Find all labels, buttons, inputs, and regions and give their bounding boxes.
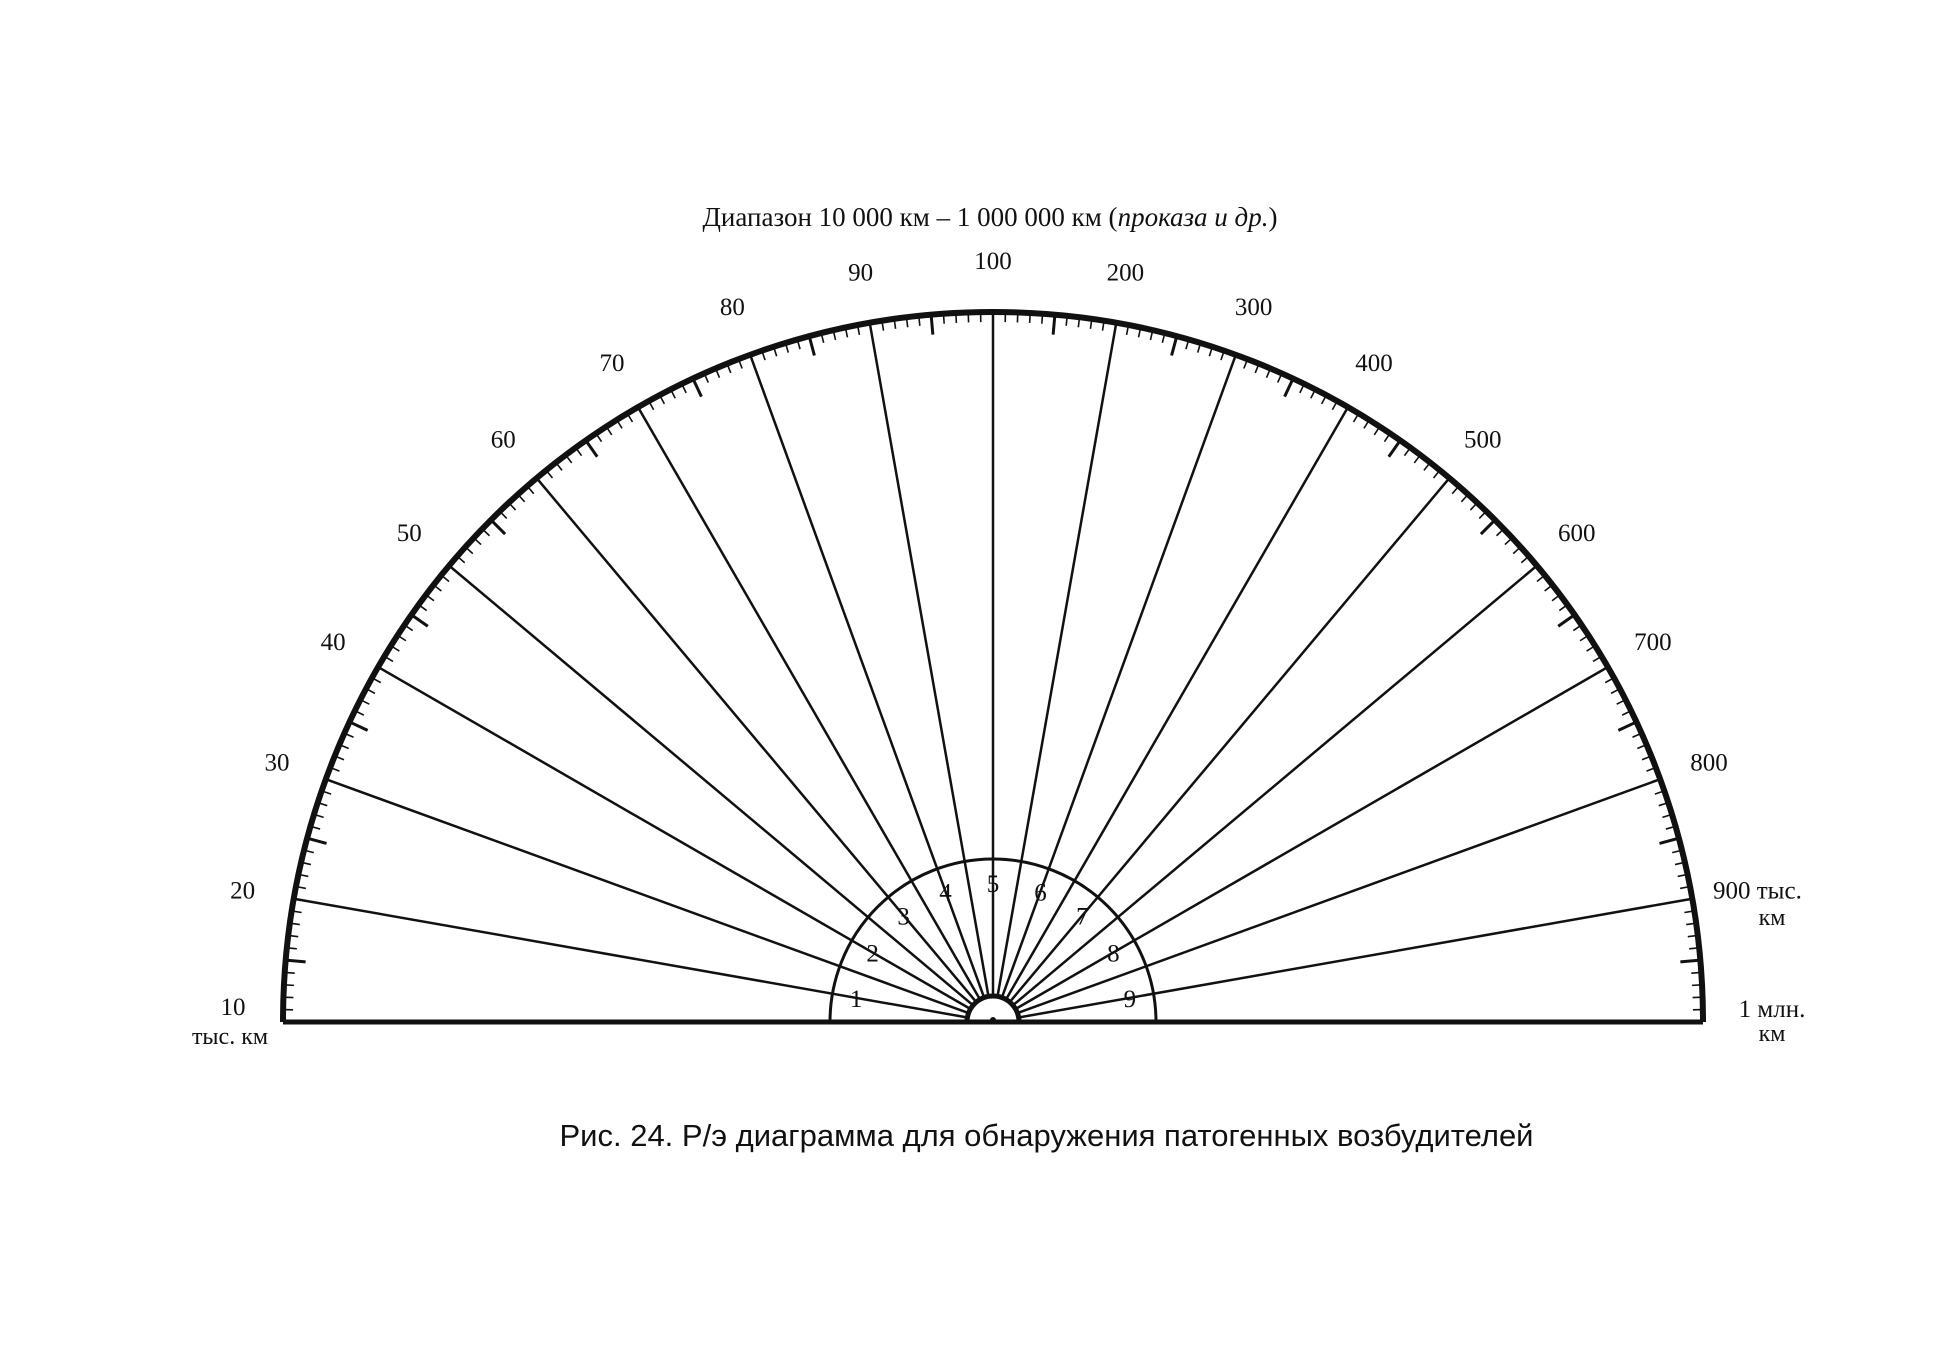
- scale-label: 400: [1355, 350, 1393, 378]
- scale-label: 100: [974, 248, 1012, 275]
- diagram-title: [703, 202, 1278, 232]
- scale-label: 40: [320, 629, 346, 656]
- center-dot: [990, 1017, 996, 1023]
- scale-label: 80: [719, 293, 745, 321]
- sector-number: 6: [1034, 879, 1047, 907]
- scale-tick: [286, 960, 306, 962]
- scale-tick: [411, 615, 427, 626]
- sector-number: 5: [986, 871, 1000, 898]
- scale-tick: [1558, 615, 1574, 626]
- sector-number: 3: [897, 903, 910, 931]
- scale-label: 1 млн.: [1738, 996, 1806, 1023]
- scale-tick: [350, 722, 368, 730]
- scale-label: 90: [848, 259, 874, 287]
- scale-tick: [931, 315, 933, 335]
- scale-label: 20: [230, 877, 256, 905]
- scale-label: 10: [220, 994, 246, 1021]
- scale-label: 700: [1634, 629, 1672, 656]
- scale-label: 30: [264, 749, 290, 777]
- sector-number: 2: [866, 940, 879, 968]
- figure-caption: Рис. 24. Р/э диаграмма для обнаружения патогенных возбудителей: [559, 1118, 1534, 1153]
- scale-tick: [1680, 960, 1700, 962]
- sector-number: 8: [1107, 940, 1120, 968]
- scale-tick: [1618, 722, 1636, 730]
- scale-tick: [1659, 838, 1678, 843]
- unit-right-900: км: [1758, 905, 1786, 931]
- scale-label: 600: [1557, 520, 1596, 548]
- scale-label: 800: [1690, 749, 1728, 777]
- sector-number: 4: [939, 879, 952, 907]
- scale-tick: [809, 336, 814, 355]
- sector-number: 9: [1123, 985, 1137, 1013]
- scale-label: 60: [490, 426, 516, 454]
- radial-lines: [294, 312, 1692, 1017]
- title-italic: проказа и др.: [1117, 202, 1269, 232]
- scale-label: 70: [599, 350, 625, 378]
- title-suffix: ): [1268, 202, 1278, 232]
- scale-tick: [693, 379, 701, 397]
- scale-tick: [1172, 336, 1177, 355]
- scale-label: 200: [1106, 259, 1145, 287]
- scale-label: 50: [396, 520, 422, 548]
- scale-tick: [586, 440, 597, 456]
- sector-number: 7: [1076, 903, 1089, 931]
- scale-tick: [307, 838, 326, 843]
- scale-tick: [1053, 315, 1055, 335]
- scale-tick: [1389, 440, 1400, 456]
- scale-label: 300: [1234, 293, 1273, 321]
- unit-left: тыс. км: [191, 1024, 269, 1050]
- scale-label: 500: [1464, 426, 1502, 454]
- sector-number: 1: [849, 985, 863, 1013]
- title-prefix: Диапазон 10 000 км – 1 000 000 км (: [702, 202, 1118, 232]
- scale-label: 900 тыс.: [1713, 877, 1802, 905]
- scale-tick: [1285, 379, 1293, 397]
- unit-right-end: км: [1758, 1021, 1786, 1047]
